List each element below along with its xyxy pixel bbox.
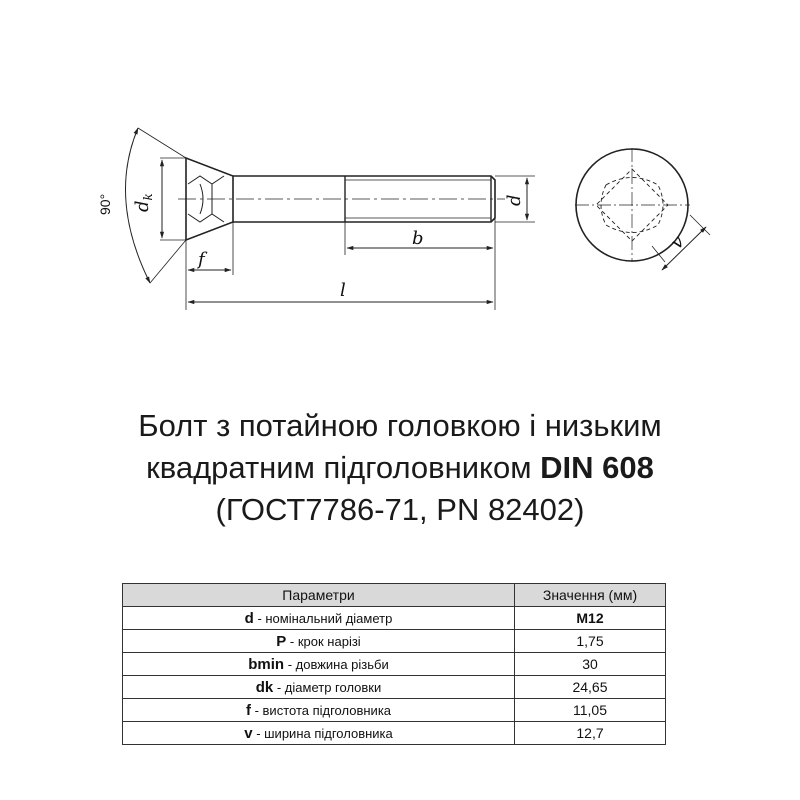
param-cell: f - вистота підголовника (123, 699, 515, 722)
table-row (123, 607, 666, 630)
title-line-1: Болт з потайною головкою і низьким (138, 408, 662, 443)
value-cell: 1,75 (515, 630, 666, 653)
param-cell: bmin - довжина різьби (123, 653, 515, 676)
dk-label: $d_k$ (132, 193, 155, 212)
d-label: d (504, 194, 525, 206)
value-cell: 24,65 (515, 676, 666, 699)
param-cell: dk - діаметр головки (123, 676, 515, 699)
title-line-2: квадратним підголовником DIN 608 (146, 450, 654, 485)
l-label: l (340, 280, 346, 301)
parameters-table (122, 583, 666, 745)
value-cell: 30 (515, 653, 666, 676)
bolt-technical-drawing (0, 0, 800, 360)
b-label: b (412, 228, 424, 249)
table-row (123, 722, 666, 745)
param-cell: P - крок нарізі (123, 630, 515, 653)
table-row (123, 653, 666, 676)
dimension-lines (126, 128, 536, 310)
bolt-side-view (178, 158, 505, 240)
table-header-row (123, 584, 666, 607)
f-label: f (198, 249, 205, 270)
table-row (123, 630, 666, 653)
product-title (0, 405, 800, 531)
param-cell: d - номінальний діаметр (123, 607, 515, 630)
param-cell: v - ширина підголовника (123, 722, 515, 745)
title-line-3: (ГОСТ7786-71, PN 82402) (215, 492, 585, 527)
standard-name: DIN 608 (540, 450, 654, 485)
header-values: Значення (мм) (515, 584, 666, 607)
table-row (123, 676, 666, 699)
value-cell: 11,05 (515, 699, 666, 722)
v-label: v (666, 231, 689, 254)
value-cell: M12 (515, 607, 666, 630)
table-row (123, 699, 666, 722)
value-cell: 12,7 (515, 722, 666, 745)
header-parameters: Параметри (123, 584, 515, 607)
angle-label: 90° (97, 193, 113, 215)
bolt-top-view (575, 148, 710, 270)
